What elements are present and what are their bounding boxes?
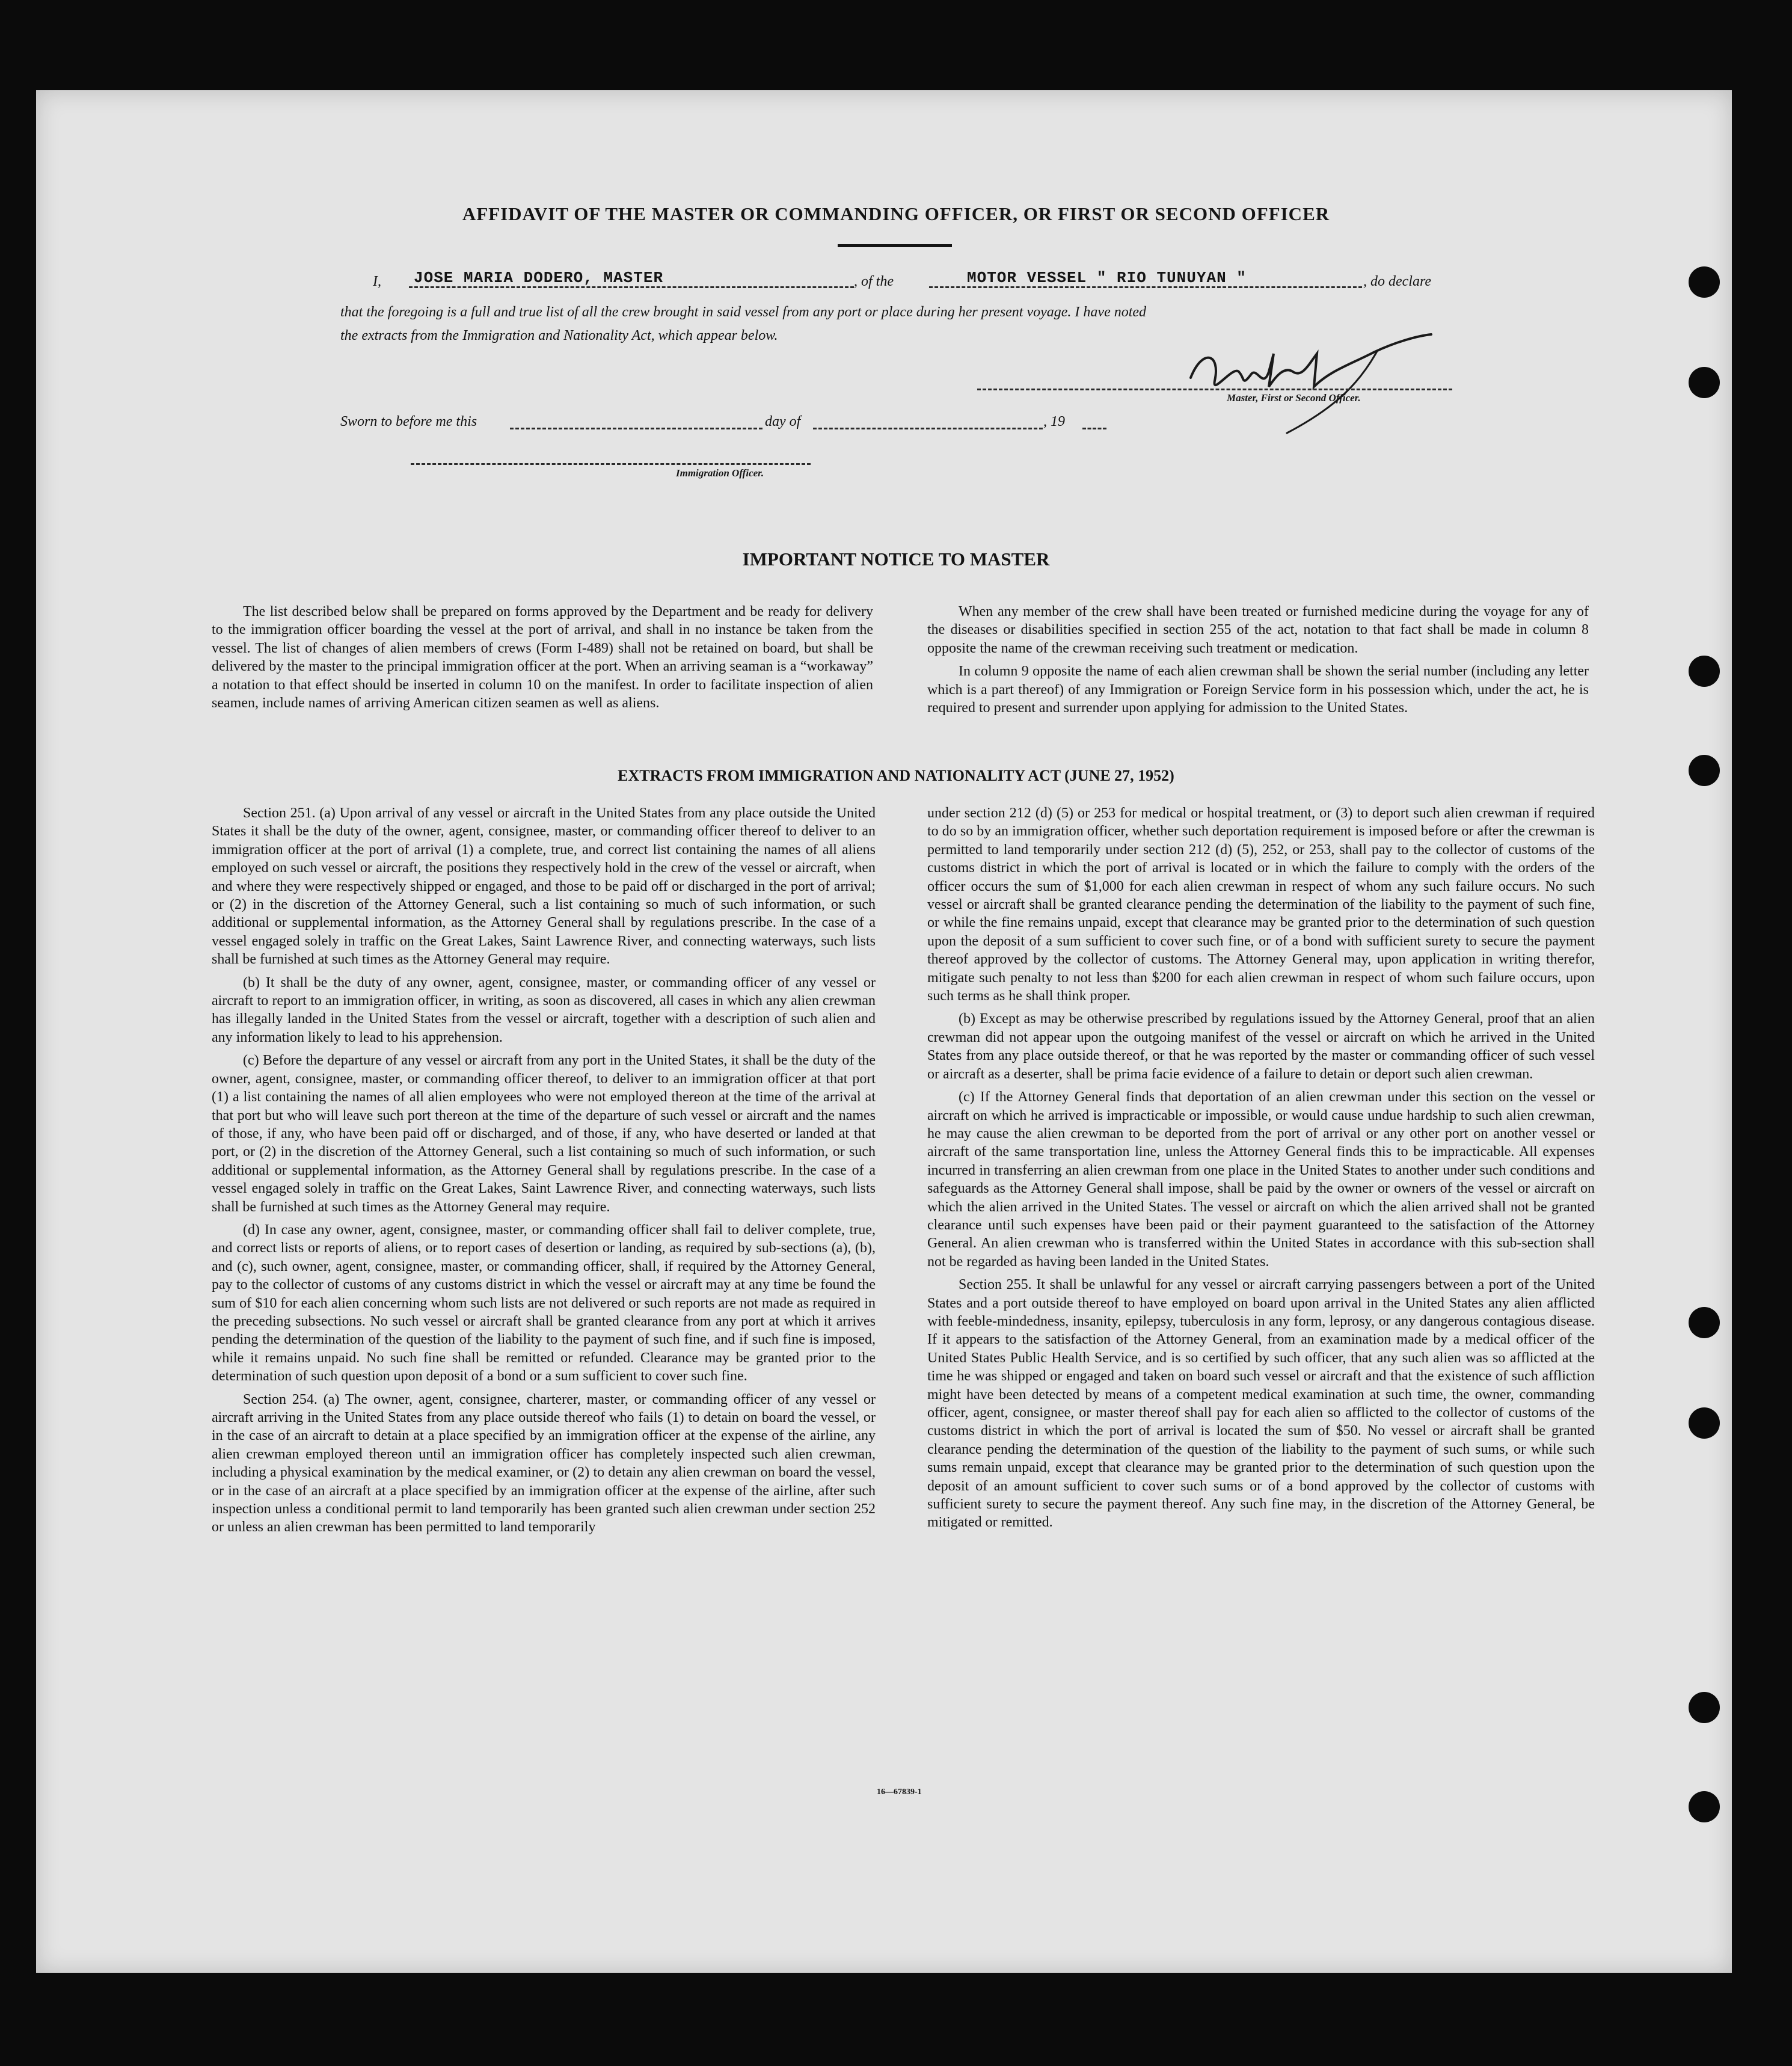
binder-hole [1689, 266, 1720, 298]
act-paragraph: Section 251. (a) Upon arrival of any vessel or aircraft in the United States from any place outside the United States it shall be the duty of the owner, agent, consignee, master, or commanding officer thereof to deliver to an immigration officer at the port of arrival (1) a complete, true, and correct list containing the names of all aliens employed on such vessel or aircraft, the positions they respectively hold in the crew of the vessel or aircraft, when and where they were respectively shipped or engaged, and those to be paid off or discharged in the port of arrival; or (2) in the discretion of the Attorney General, such a list containing so much of such information, or such additional or supplemental information, as the Attorney General shall by regulations prescribe. In the case of a vessel engaged solely in traffic on the Great Lakes, Saint Lawrence River, and connecting waterways, such lists shall be furnished at such times as the Attorney General may require. [212, 805, 876, 968]
sworn-month-line [813, 428, 1043, 429]
title-underline [838, 244, 952, 247]
binder-hole [1689, 1307, 1720, 1338]
signature-line [977, 389, 1452, 390]
act-paragraph: under section 212 (d) (5) or 253 for medical or hospital treatment, or (3) to deport such alien crewman if required to do so by an immigration officer, whether such deportation requirement is imposed before or after the crewman is permitted to land temporarily under section 212 (d) (5), 252, or 253, shall pay to the collector of customs of the customs district in which the port of arrival is located or in which the failure to comply with the orders of the officer occurs the sum of $1,000 for each alien crewman in respect of whom any such failure occurs. No such vessel or aircraft shall be granted clearance pending the determination of the liability to the payment of such fine, or while the fine remains unpaid, except that clearance may be granted prior to the determination of such question upon the deposit of a sum sufficient to cover such fine, or of a bond with sufficient surety to secure the payment thereof approved by the collector of customs. The Attorney General may, upon application in writing therefor, mitigate such penalty to not less than $200 for each alien crewman in respect of whom such failure occurs, upon such terms as he shall think proper. [927, 805, 1595, 1004]
binder-hole [1689, 656, 1720, 687]
vessel-name-typed: MOTOR VESSEL " RIO TUNUYAN " [967, 269, 1247, 287]
master-name-typed: JOSE MARIA DODERO, MASTER [414, 269, 664, 287]
day-of-label: day of [765, 414, 801, 429]
declaration-line: that the foregoing is a full and true list of all the crew brought in said vessel from any port or place during her present voyage. I have noted [340, 304, 1147, 320]
year-label: , 19 [1043, 414, 1065, 429]
notice-paragraph: When any member of the crew shall have been treated or furnished medicine during the voyage for any of the diseases or disabilities specified in section 255 of the act, notation to that fact shall be made in column 8 opposite the name of the crewman receiving such treatment or medication. [927, 604, 1589, 656]
act-paragraph: (c) Before the departure of any vessel or aircraft from any port in the United States, it shall be the duty of the owner, agent, consignee, master, or commanding officer thereof, to deliver to an immigration officer at that port (1) a list containing the names of all alien employees who were not employed thereon at the time of the arrival at that port but who will leave such port thereon at the time of the departure of such vessel or aircraft and the names of those, if any, who have been paid off or discharged, and of those, if any, who have deserted or landed at that port, or (2) in the discretion of the Attorney General, such a list containing so much of such information, or such additional or supplemental information, as the Attorney General shall by regulations prescribe. In the case of a vessel engaged solely in traffic on the Great Lakes, Saint Lawrence River, and connecting waterways, such lists shall be furnished at such times as the Attorney General may require. [212, 1053, 876, 1215]
master-signature [1179, 330, 1443, 438]
do-declare-label: , do declare [1363, 274, 1432, 289]
sworn-year-line [1082, 428, 1106, 429]
binder-hole [1689, 1407, 1720, 1439]
binder-hole [1689, 1692, 1720, 1723]
notice-left-column [212, 603, 873, 717]
notice-right-column [927, 603, 1589, 722]
binder-hole [1689, 367, 1720, 398]
notice-title: IMPORTANT NOTICE TO MASTER [742, 549, 1050, 570]
extracts-right-column [927, 804, 1595, 1537]
signature-caption: Master, First or Second Officer. [1227, 392, 1361, 404]
act-paragraph: (d) In case any owner, agent, consignee, master, or commanding officer shall fail to deliver complete, true, and correct lists or reports of aliens, or to report cases of desertion or landing, as required by sub-sections (a), (b), and (c), such owner, agent, consignee, master, or commanding officer, shall, if required by the Attorney General, pay to the collector of customs of any customs district in which the vessel or aircraft may at any time be found the sum of $10 for each alien concerning whom such lists are not delivered or such reports are not made as required in the preceding subsections. No such vessel or aircraft shall be granted clearance from any port at which it arrives pending the determination of the question of the liability to the payment of such fine, and if such fine is imposed, while it remains unpaid. No such fine shall be remitted or refunded. Clearance may be granted prior to the determination of such question upon deposit of a bond or a sum sufficient to cover such fine. [212, 1222, 876, 1385]
officer-signature-line [411, 463, 811, 465]
notice-paragraph: The list described below shall be prepared on forms approved by the Department and be ready for delivery to the immigration officer boarding the vessel at the port of arrival, and shall in no instance be taken from the vessel. The list of changes of alien members of crews (Form I-489) shall not be retained on board, but shall be delivered by the master to the principal immigration officer at the port. When an arriving seaman is a “workaway” a notation to that effect should be inserted in column 10 on the manifest. In order to facilitate inspection of alien seamen, include names of arriving American citizen seamen as well as aliens. [212, 604, 873, 712]
affidavit-title: AFFIDAVIT OF THE MASTER OR COMMANDING OFFICER, OR FIRST OR SECOND OFFICER [462, 203, 1330, 224]
declaration-line-2: the extracts from the Immigration and Nationality Act, which appear below. [340, 328, 778, 343]
extracts-left-column [212, 804, 876, 1542]
sworn-day-line [510, 428, 763, 429]
act-paragraph: (b) Except as may be otherwise prescribed by regulations issued by the Attorney General, proof that an alien crewman did not appear upon the outgoing manifest of the vessel or aircraft on which he arrived in the United States from any place outside thereof, or that he was reported by the master or commanding officer of such vessel or aircraft as a deserter, shall be prima facie evidence of a failure to detain or deport such alien crewman. [927, 1011, 1595, 1082]
extracts-title: EXTRACTS FROM IMMIGRATION AND NATIONALITY ACT (JUNE 27, 1952) [618, 767, 1174, 784]
form-number: 16—67839-1 [877, 1788, 922, 1797]
sworn-label: Sworn to before me this [340, 414, 477, 429]
officer-caption: Immigration Officer. [676, 467, 764, 479]
act-paragraph: Section 255. It shall be unlawful for any vessel or aircraft carrying passengers between a port of the United States and a port outside thereof to have employed on board upon arrival in the United States any alien afflicted with feeble-mindedness, insanity, epilepsy, tuberculosis in any form, leprosy, or any dangerous contagious disease. If it appears to the satisfaction of the Attorney General, from an examination made by a medical officer of the United States Public Health Service, and is so certified by such officer, that any such alien was so afflicted at the time he was shipped or engaged and taken on board such vessel or aircraft and that the existence of such affliction might have been detected by means of a competent medical examination at such time, the owner, commanding officer, agent, consignee, or master thereof shall pay for each alien so afflicted to the collector of customs of the customs district in which the port of arrival is located the sum of $50. No vessel or aircraft shall be granted clearance pending the determination of the question of the liability to the payment of such sums, or while such sums remain unpaid, except that clearance may be granted prior to the determination of such question upon the deposit of an amount sufficient to cover such sums or of a bond approved by the collector of customs with sufficient surety to secure the payment thereof. Any such fine may, in the discretion of the Attorney General, be mitigated or remitted. [927, 1277, 1595, 1531]
act-paragraph: (c) If the Attorney General finds that deportation of an alien crewman under this section on the vessel or aircraft on which he arrived is impracticable or impossible, or would cause undue hardship to such alien crewman, he may cause the alien crewman to be deported from the port of arrival or any other port on another vessel or aircraft of the same transportation line, unless the Attorney General finds this to be impracticable. All expenses incurred in transferring an alien crewman from one place in the United States to another under such conditions and safeguards as the Attorney General shall impose, shall be paid by the owner or owners of the vessel or aircraft on which the alien arrived in the United States. The vessel or aircraft on which the alien arrived shall not be granted clearance until such expenses have been paid or their payment guaranteed to the satisfaction of the Attorney General. An alien crewman who is transferred within the United States in accordance with this sub-section shall not be regarded as having been landed in the United States. [927, 1089, 1595, 1270]
act-paragraph: Section 254. (a) The owner, agent, consignee, charterer, master, or commanding officer of any vessel or aircraft arriving in the United States from any place outside thereof who fails (1) to detain on board the vessel, or in the case of an aircraft to detain at a place specified by an immigration officer at the expense of the airline, any alien crewman employed thereon until an immigration officer has completely inspected such alien crewman, including a physical examination by the medical examiner, or (2) to detain any alien crewman on board the vessel, or in the case of an aircraft at a place specified by an immigration officer at the expense of the airline, after such inspection unless a conditional permit to land temporarily has been granted such alien crewman under section 252 or unless an alien crewman has been permitted to land temporarily [212, 1391, 876, 1536]
notice-paragraph: In column 9 opposite the name of each alien crewman shall be shown the serial number (including any letter which is a part thereof) of any Immigration or Foreign Service form in his possession which, under the act, he is required to present and surrender upon applying for admission to the United States. [927, 663, 1589, 716]
of-the-label: , of the [854, 274, 894, 289]
act-paragraph: (b) It shall be the duty of any owner, agent, consignee, master, or commanding officer of any vessel or aircraft to report to an immigration officer, in writing, as soon as discovered, all cases in which any alien crewman has illegally landed in the United States from the vessel or aircraft, together with a description of such alien and any information likely to lead to his apprehension. [212, 974, 876, 1045]
binder-hole [1689, 1791, 1720, 1822]
pronoun-label: I, [373, 274, 381, 289]
